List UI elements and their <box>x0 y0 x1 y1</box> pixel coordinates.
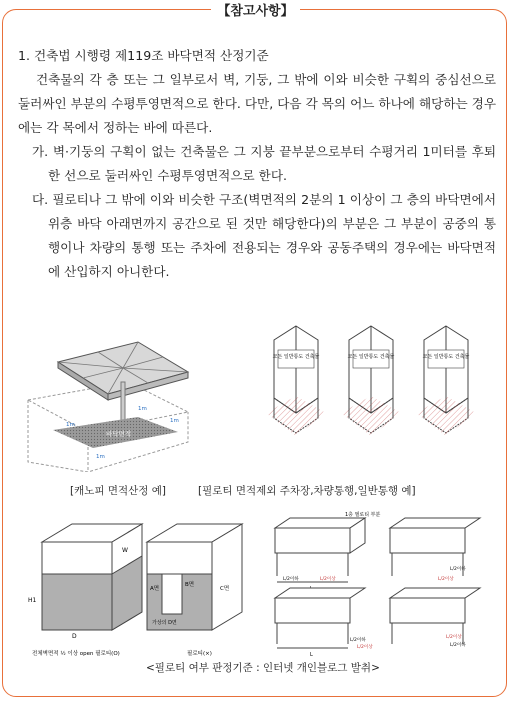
svg-text:모든 일반통도 건축물: 모든 일반통도 건축물 <box>422 354 470 360</box>
canopy-figure <box>18 312 198 472</box>
pilotis-judgement-figure <box>22 512 262 660</box>
svg-text:1m: 1m <box>96 454 105 460</box>
l2-diagram-2 <box>390 518 480 582</box>
pilotis-building-2 <box>341 326 401 436</box>
svg-text:H1: H1 <box>28 597 37 604</box>
box-header <box>0 0 511 20</box>
svg-text:L/2이하: L/2이하 <box>350 638 366 643</box>
svg-text:L/2이하: L/2이하 <box>450 643 466 648</box>
svg-text:모든 일반통도 건축물: 모든 일반통도 건축물 <box>347 354 395 360</box>
svg-text:C면: C면 <box>220 586 230 592</box>
pilotis-caption: [필로티 면적제외 주차장,차량통행,일반통행 예] <box>198 485 416 497</box>
svg-text:1m: 1m <box>170 418 179 424</box>
svg-text:A면: A면 <box>150 586 160 592</box>
l2-diagram-4 <box>390 588 480 648</box>
svg-text:전체벽면적 ½ 이상 open 필로티(O): 전체벽면적 ½ 이상 open 필로티(O) <box>32 651 120 657</box>
svg-text:B면: B면 <box>185 582 195 588</box>
svg-text:L/2이상: L/2이상 <box>446 635 462 640</box>
svg-text:바닥면적: 바닥면적 <box>106 430 132 438</box>
pilotis-l2-figure <box>265 508 495 658</box>
section-heading: 1. 건축법 시행령 제119조 바닥면적 산정기준 <box>18 48 269 63</box>
svg-text:L: L <box>310 652 313 658</box>
svg-text:L/2이상: L/2이상 <box>320 577 336 582</box>
l2-diagram-3 <box>275 588 373 658</box>
svg-text:L/2이하: L/2이하 <box>283 577 299 582</box>
header-title: 【참고사항】 <box>211 2 299 22</box>
canopy-caption: [캐노피 면적산정 예] <box>70 485 167 497</box>
pilotis-building-3 <box>416 326 476 436</box>
l2-diagram-1 <box>275 518 365 592</box>
svg-text:1m: 1m <box>66 422 75 428</box>
pilotis-building-1 <box>266 326 326 436</box>
svg-text:L/2이상: L/2이상 <box>438 577 454 582</box>
judgement-caption: <필로티 여부 판정기준 : 인터넷 개인블로그 발취> <box>146 662 380 674</box>
svg-text:L/2이상: L/2이상 <box>357 645 373 650</box>
svg-text:L/2이하: L/2이하 <box>450 567 466 572</box>
svg-text:1m: 1m <box>138 406 147 412</box>
svg-text:모든 일반통도 건축물: 모든 일반통도 건축물 <box>272 354 320 360</box>
item-ga: 가. 벽·기둥의 구획이 없는 건축물은 그 지붕 끝부분으로부터 수평거리 1미터를 후퇴한 선으로 둘러싸인 수평투영면적으로 한다. <box>32 144 496 183</box>
text-body <box>18 44 496 284</box>
svg-text:D: D <box>72 633 77 640</box>
svg-text:필로티(×): 필로티(×) <box>187 651 212 657</box>
svg-text:W: W <box>122 547 128 554</box>
svg-text:1층 필로티 부분: 1층 필로티 부분 <box>345 512 381 518</box>
pilotis-figure <box>258 318 488 468</box>
item-da: 다. 필로티나 그 밖에 이와 비슷한 구조(벽면적의 2분의 1 이상이 그 층의 바닥면에서 위층 바닥 아래면까지 공간으로 된 것만 해당한다)의 부분은 그 부분이 공중의 통행이나 차량의 통행 또는 주차에 전용되는 경우와 공동주택의 경우에는 바닥면적에 산입하지 아니한다. <box>32 192 496 279</box>
body-paragraph: 건축물의 각 층 또는 그 일부로서 벽, 기둥, 그 밖에 이와 비슷한 구획의 중심선으로 둘러싸인 부분의 수평투영면적으로 한다. 다만, 다음 각 목의 어느 하나에 해당하는 경우에는 각 목에서 정하는 바에 따른다. <box>18 72 496 135</box>
svg-text:가상의 D면: 가상의 D면 <box>152 620 177 626</box>
